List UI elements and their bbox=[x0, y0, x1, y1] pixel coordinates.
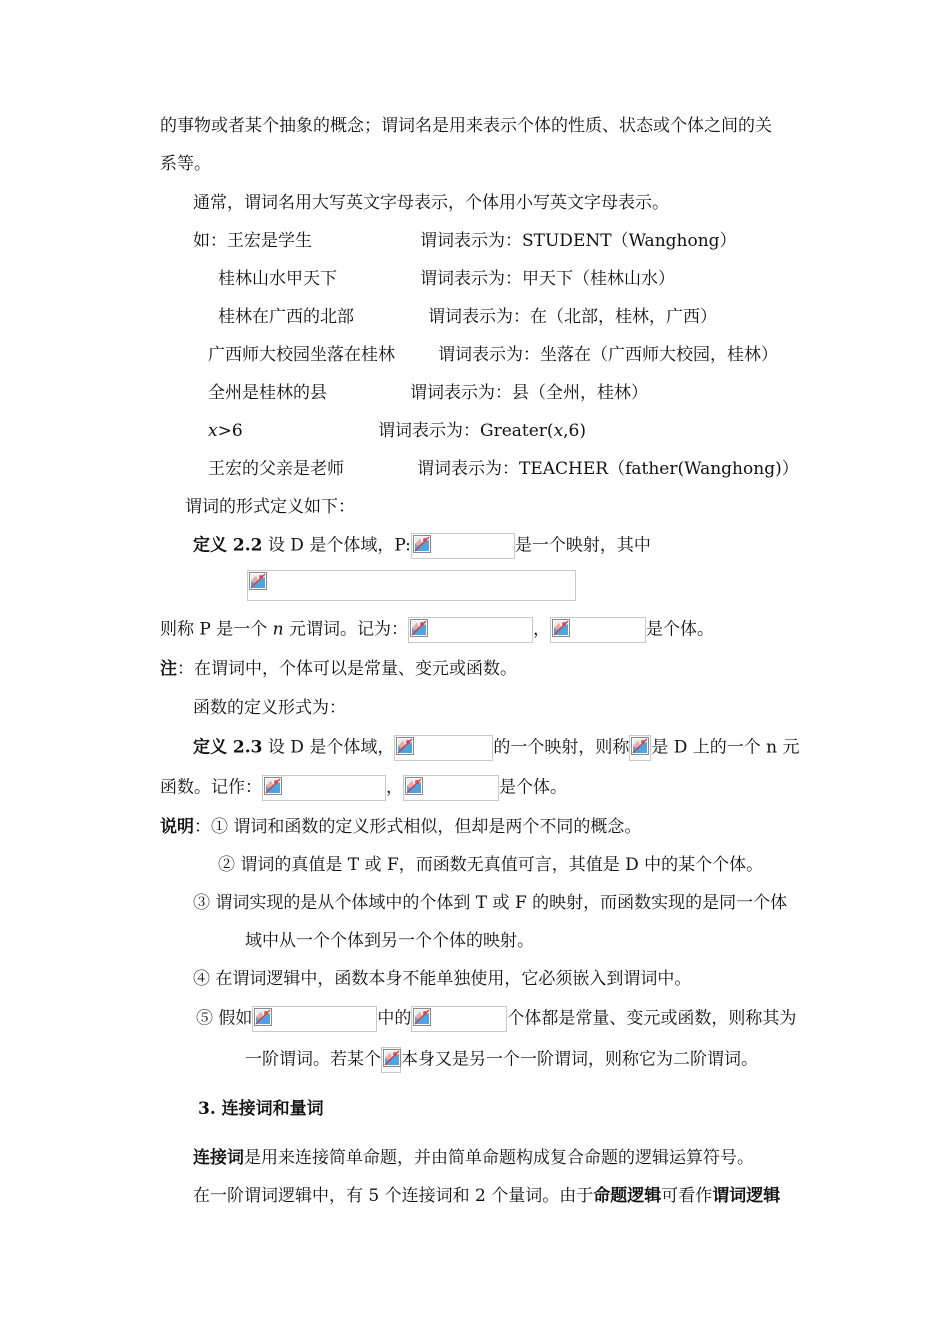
definition-text: 则称 P 是一个 bbox=[160, 619, 273, 640]
term-bold: 连接词 bbox=[193, 1148, 244, 1168]
variable-x: x bbox=[208, 421, 218, 441]
formula-image bbox=[394, 735, 493, 761]
broken-image-icon bbox=[396, 737, 414, 755]
example-left: 桂林山水甲天下 bbox=[218, 269, 337, 289]
definition-label: 定义 2.2 bbox=[193, 535, 263, 556]
definition-2-3-line bbox=[193, 735, 800, 761]
formula-image bbox=[403, 775, 499, 801]
example-left: 如：王宏是学生 bbox=[193, 231, 312, 251]
example-right: 谓词表示为：坐落在（广西师大校园，桂林） bbox=[438, 345, 778, 365]
definition-text: 是个体。 bbox=[646, 619, 715, 640]
example-left-rest: >6 bbox=[217, 421, 243, 441]
definition-2-3-line2 bbox=[160, 775, 567, 801]
example-left bbox=[208, 419, 243, 443]
note-label: 注 bbox=[160, 659, 177, 679]
formula-image bbox=[411, 1006, 507, 1032]
definition-text: 是个体。 bbox=[499, 777, 567, 798]
definition-label: 定义 2.3 bbox=[193, 737, 263, 758]
explain-item-3-cont: 域中从一个个体到另一个个体的映射。 bbox=[245, 931, 534, 951]
paragraph-text: 在一阶谓词逻辑中，有 5 个连接词和 2 个量词。由于 bbox=[193, 1186, 594, 1206]
broken-image-icon bbox=[405, 777, 423, 795]
explain-item-1 bbox=[160, 815, 641, 839]
example-left: 王宏的父亲是老师 bbox=[208, 459, 344, 479]
separator: ， bbox=[386, 777, 403, 798]
broken-image-icon bbox=[249, 572, 267, 590]
formal-def-intro: 谓词的形式定义如下： bbox=[185, 497, 355, 517]
formula-line bbox=[247, 570, 576, 601]
broken-image-icon bbox=[413, 1008, 431, 1026]
explain-text: ：① 谓词和函数的定义形式相似，但却是两个不同的概念。 bbox=[194, 817, 642, 837]
formula-image bbox=[381, 1047, 401, 1073]
example-right: 谓词表示为：甲天下（桂林山水） bbox=[420, 269, 675, 289]
explain-text: 本身又是另一个一阶谓词，则称它为二阶谓词。 bbox=[401, 1049, 758, 1070]
example-right bbox=[378, 419, 586, 443]
broken-image-icon bbox=[254, 1008, 272, 1026]
formula-image bbox=[262, 775, 386, 801]
definition-text: 是一个映射，其中 bbox=[514, 535, 651, 556]
example-right: 谓词表示为：在（北部，桂林，广西） bbox=[428, 307, 717, 327]
section-paragraph bbox=[193, 1184, 780, 1208]
broken-image-icon bbox=[383, 1049, 401, 1067]
definition-text: 元谓词。记为： bbox=[283, 619, 409, 640]
explain-item-3: ③ 谓词实现的是从个体域中的个体到 T 或 F 的映射，而函数实现的是同一个体 bbox=[193, 893, 788, 913]
formula-image bbox=[408, 617, 533, 643]
example-right: 谓词表示为：TEACHER（father(Wanghong)） bbox=[417, 459, 799, 479]
explain-item-5 bbox=[196, 1006, 796, 1032]
paragraph-line: 通常，谓词名用大写英文字母表示，个体用小写英文字母表示。 bbox=[193, 193, 669, 213]
function-intro: 函数的定义形式为： bbox=[193, 698, 346, 718]
note-text: ：在谓词中，个体可以是常量、变元或函数。 bbox=[177, 659, 517, 679]
paragraph-line: 系等。 bbox=[160, 154, 211, 174]
explain-text: 个体都是常量、变元或函数，则称其为 bbox=[507, 1008, 797, 1029]
section-paragraph bbox=[193, 1146, 754, 1170]
term-bold: 谓词逻辑 bbox=[712, 1186, 781, 1206]
paragraph-line: 的事物或者某个抽象的概念；谓词名是用来表示个体的性质、状态或个体之间的关 bbox=[160, 116, 772, 136]
example-right-post: ,6) bbox=[563, 421, 587, 441]
example-left: 全州是桂林的县 bbox=[208, 383, 327, 403]
explain-item-2: ② 谓词的真值是 T 或 F，而函数无真值可言，其值是 D 中的某个个体。 bbox=[218, 855, 764, 875]
example-left: 广西师大校园坐落在桂林 bbox=[208, 345, 395, 365]
example-right: 谓词表示为：县（全州，桂林） bbox=[410, 383, 648, 403]
definition-text: 设 D 是个体域，P: bbox=[262, 535, 411, 556]
note-line bbox=[160, 657, 517, 681]
formula-image bbox=[247, 570, 576, 601]
term-bold: 命题逻辑 bbox=[593, 1186, 662, 1206]
explain-item-4: ④ 在谓词逻辑中，函数本身不能单独使用，它必须嵌入到谓词中。 bbox=[193, 969, 692, 989]
definition-2-2-line2 bbox=[160, 617, 714, 643]
formula-image bbox=[550, 617, 646, 643]
definition-text: 的一个映射，则称 bbox=[493, 737, 630, 758]
explain-label: 说明 bbox=[160, 817, 194, 837]
definition-text: 是 D 上的一个 n 元 bbox=[651, 737, 800, 758]
variable-x: x bbox=[553, 421, 564, 441]
broken-image-icon bbox=[631, 737, 649, 755]
explain-text: 中的 bbox=[377, 1008, 412, 1029]
example-right-pre: 谓词表示为：Greater( bbox=[378, 421, 554, 441]
broken-image-icon bbox=[410, 619, 428, 637]
broken-image-icon bbox=[552, 619, 570, 637]
definition-text: 函数。记作： bbox=[160, 777, 262, 798]
definition-text: 设 D 是个体域， bbox=[262, 737, 395, 758]
explain-text: 一阶谓词。若某个 bbox=[245, 1049, 381, 1070]
paragraph-text: 可看作 bbox=[661, 1186, 713, 1206]
example-left: 桂林在广西的北部 bbox=[218, 307, 354, 327]
formula-image bbox=[252, 1006, 377, 1032]
example-right: 谓词表示为：STUDENT（Wanghong） bbox=[420, 231, 737, 251]
broken-image-icon bbox=[413, 535, 431, 553]
formula-image bbox=[411, 533, 515, 559]
paragraph-text: 是用来连接简单命题，并由简单命题构成复合命题的逻辑运算符号。 bbox=[244, 1148, 754, 1168]
formula-image bbox=[629, 735, 651, 761]
definition-2-2-line bbox=[193, 533, 651, 559]
variable-n: n bbox=[272, 619, 284, 640]
explain-text: ⑤ 假如 bbox=[196, 1008, 253, 1029]
section-heading: 3. 连接词和量词 bbox=[198, 1099, 324, 1119]
explain-item-5-cont bbox=[245, 1047, 758, 1073]
broken-image-icon bbox=[264, 777, 282, 795]
separator: ， bbox=[533, 619, 551, 640]
